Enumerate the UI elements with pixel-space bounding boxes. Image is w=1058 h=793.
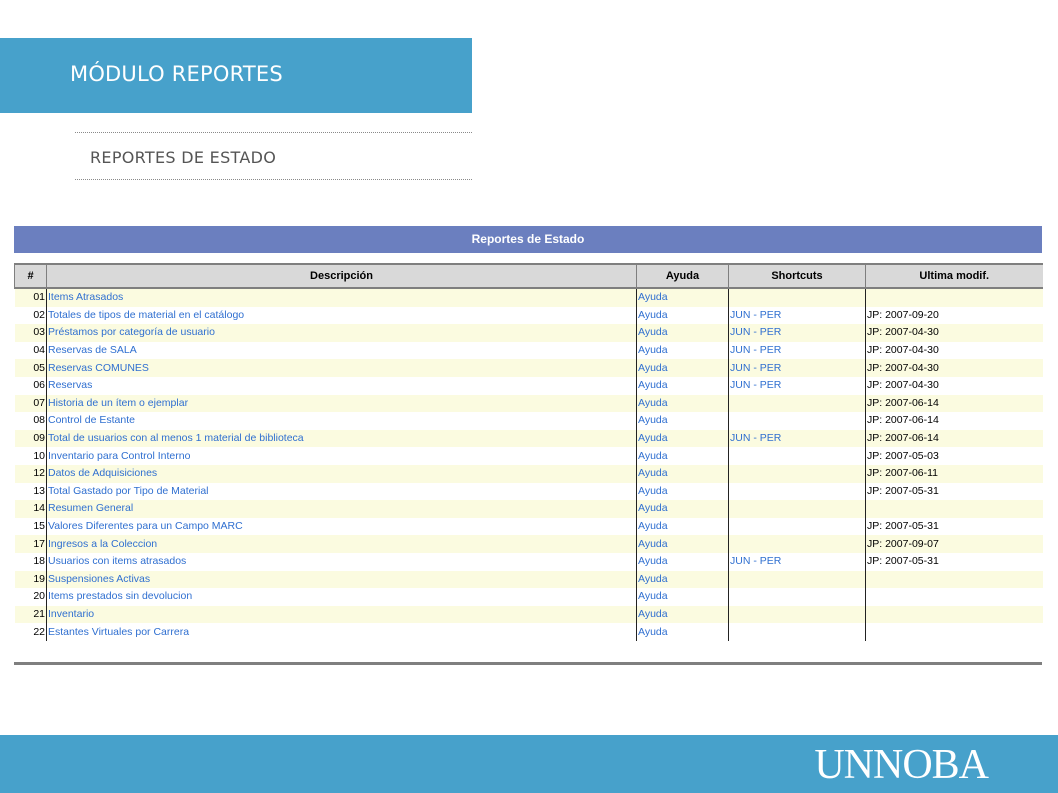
last-modified: JP: 2007-05-31 bbox=[866, 553, 1043, 571]
last-modified bbox=[866, 588, 1043, 606]
report-link[interactable]: Reservas COMUNES bbox=[47, 359, 637, 377]
column-header-last-modified: Ultima modif. bbox=[866, 264, 1043, 288]
report-number: 14 bbox=[15, 500, 47, 518]
report-number: 20 bbox=[15, 588, 47, 606]
report-link[interactable]: Reservas bbox=[47, 377, 637, 395]
shortcut-link bbox=[729, 447, 866, 465]
title-bar bbox=[0, 38, 472, 113]
help-link[interactable]: Ayuda bbox=[637, 606, 729, 624]
report-number: 12 bbox=[15, 465, 47, 483]
report-link[interactable]: Control de Estante bbox=[47, 412, 637, 430]
last-modified: JP: 2007-05-31 bbox=[866, 518, 1043, 536]
table-row bbox=[15, 395, 1043, 413]
shortcut-link bbox=[729, 412, 866, 430]
report-number: 07 bbox=[15, 395, 47, 413]
shortcut-link[interactable]: JUN - PER bbox=[729, 307, 866, 325]
report-link[interactable]: Estantes Virtuales por Carrera bbox=[47, 623, 637, 641]
shortcut-link bbox=[729, 606, 866, 624]
report-link[interactable]: Items prestados sin devolucion bbox=[47, 588, 637, 606]
report-link[interactable]: Inventario para Control Interno bbox=[47, 447, 637, 465]
table-row bbox=[15, 588, 1043, 606]
report-link[interactable]: Ingresos a la Coleccion bbox=[47, 535, 637, 553]
report-number: 04 bbox=[15, 342, 47, 360]
last-modified: JP: 2007-06-11 bbox=[866, 465, 1043, 483]
report-link[interactable]: Total de usuarios con al menos 1 material de biblioteca bbox=[47, 430, 637, 448]
shortcut-link bbox=[729, 288, 866, 307]
help-link[interactable]: Ayuda bbox=[637, 447, 729, 465]
table-header-row bbox=[15, 264, 1043, 288]
table-row bbox=[15, 447, 1043, 465]
last-modified: JP: 2007-04-30 bbox=[866, 342, 1043, 360]
shortcut-link[interactable]: JUN - PER bbox=[729, 553, 866, 571]
shortcut-link bbox=[729, 623, 866, 641]
table-row bbox=[15, 412, 1043, 430]
column-header-num: # bbox=[15, 264, 47, 288]
help-link[interactable]: Ayuda bbox=[637, 500, 729, 518]
help-link[interactable]: Ayuda bbox=[637, 359, 729, 377]
page-title: MÓDULO REPORTES bbox=[70, 62, 283, 86]
report-link[interactable]: Historia de un ítem o ejemplar bbox=[47, 395, 637, 413]
table-bottom-border bbox=[14, 662, 1042, 665]
reports-table bbox=[14, 263, 1043, 641]
table-row bbox=[15, 359, 1043, 377]
last-modified: JP: 2007-05-31 bbox=[866, 483, 1043, 501]
report-number: 02 bbox=[15, 307, 47, 325]
report-number: 01 bbox=[15, 288, 47, 307]
report-link[interactable]: Totales de tipos de material en el catálogo bbox=[47, 307, 637, 325]
report-number: 13 bbox=[15, 483, 47, 501]
help-link[interactable]: Ayuda bbox=[637, 465, 729, 483]
report-number: 17 bbox=[15, 535, 47, 553]
column-header-shortcuts: Shortcuts bbox=[729, 264, 866, 288]
help-link[interactable]: Ayuda bbox=[637, 553, 729, 571]
table-row bbox=[15, 324, 1043, 342]
report-title: Reportes de Estado bbox=[14, 226, 1042, 253]
table-row bbox=[15, 307, 1043, 325]
table-row bbox=[15, 553, 1043, 571]
last-modified: JP: 2007-09-20 bbox=[866, 307, 1043, 325]
table-row bbox=[15, 288, 1043, 307]
unnoba-logo: UNNOBA bbox=[814, 742, 988, 788]
table-row bbox=[15, 535, 1043, 553]
shortcut-link[interactable]: JUN - PER bbox=[729, 430, 866, 448]
help-link[interactable]: Ayuda bbox=[637, 307, 729, 325]
shortcut-link[interactable]: JUN - PER bbox=[729, 342, 866, 360]
shortcut-link[interactable]: JUN - PER bbox=[729, 324, 866, 342]
table-row bbox=[15, 518, 1043, 536]
shortcut-link bbox=[729, 465, 866, 483]
help-link[interactable]: Ayuda bbox=[637, 395, 729, 413]
last-modified: JP: 2007-04-30 bbox=[866, 359, 1043, 377]
page-subtitle: REPORTES DE ESTADO bbox=[90, 148, 277, 167]
report-link[interactable]: Préstamos por categoría de usuario bbox=[47, 324, 637, 342]
help-link[interactable]: Ayuda bbox=[637, 483, 729, 501]
help-link[interactable]: Ayuda bbox=[637, 342, 729, 360]
shortcut-link bbox=[729, 588, 866, 606]
table-row bbox=[15, 571, 1043, 589]
table-row bbox=[15, 623, 1043, 641]
shortcut-link bbox=[729, 500, 866, 518]
help-link[interactable]: Ayuda bbox=[637, 324, 729, 342]
help-link[interactable]: Ayuda bbox=[637, 535, 729, 553]
last-modified: JP: 2007-06-14 bbox=[866, 395, 1043, 413]
last-modified: JP: 2007-04-30 bbox=[866, 324, 1043, 342]
table-row bbox=[15, 606, 1043, 624]
report-link[interactable]: Inventario bbox=[47, 606, 637, 624]
report-number: 10 bbox=[15, 447, 47, 465]
last-modified bbox=[866, 500, 1043, 518]
report-number: 21 bbox=[15, 606, 47, 624]
help-link[interactable]: Ayuda bbox=[637, 588, 729, 606]
report-link[interactable]: Valores Diferentes para un Campo MARC bbox=[47, 518, 637, 536]
shortcut-link bbox=[729, 571, 866, 589]
help-link[interactable]: Ayuda bbox=[637, 412, 729, 430]
last-modified: JP: 2007-05-03 bbox=[866, 447, 1043, 465]
help-link[interactable]: Ayuda bbox=[637, 288, 729, 307]
report-link[interactable]: Items Atrasados bbox=[47, 288, 637, 307]
column-header-help: Ayuda bbox=[637, 264, 729, 288]
table-row bbox=[15, 465, 1043, 483]
report-number: 08 bbox=[15, 412, 47, 430]
report-number: 06 bbox=[15, 377, 47, 395]
last-modified bbox=[866, 288, 1043, 307]
subtitle-bar bbox=[75, 132, 472, 180]
report-number: 18 bbox=[15, 553, 47, 571]
table-row bbox=[15, 483, 1043, 501]
last-modified bbox=[866, 571, 1043, 589]
report-number: 22 bbox=[15, 623, 47, 641]
help-link[interactable]: Ayuda bbox=[637, 430, 729, 448]
report-number: 09 bbox=[15, 430, 47, 448]
last-modified: JP: 2007-06-14 bbox=[866, 412, 1043, 430]
report-link[interactable]: Resumen General bbox=[47, 500, 637, 518]
report-number: 03 bbox=[15, 324, 47, 342]
table-row bbox=[15, 500, 1043, 518]
report-number: 05 bbox=[15, 359, 47, 377]
table-row bbox=[15, 342, 1043, 360]
help-link[interactable]: Ayuda bbox=[637, 623, 729, 641]
last-modified bbox=[866, 606, 1043, 624]
last-modified: JP: 2007-06-14 bbox=[866, 430, 1043, 448]
help-link[interactable]: Ayuda bbox=[637, 377, 729, 395]
shortcut-link[interactable]: JUN - PER bbox=[729, 359, 866, 377]
shortcut-link bbox=[729, 395, 866, 413]
shortcut-link bbox=[729, 483, 866, 501]
help-link[interactable]: Ayuda bbox=[637, 571, 729, 589]
shortcut-link bbox=[729, 518, 866, 536]
table-row bbox=[15, 430, 1043, 448]
report-number: 15 bbox=[15, 518, 47, 536]
shortcut-link[interactable]: JUN - PER bbox=[729, 377, 866, 395]
last-modified: JP: 2007-09-07 bbox=[866, 535, 1043, 553]
report-link[interactable]: Datos de Adquisiciones bbox=[47, 465, 637, 483]
footer-bar bbox=[0, 735, 1058, 793]
report-link[interactable]: Reservas de SALA bbox=[47, 342, 637, 360]
report-link[interactable]: Usuarios con items atrasados bbox=[47, 553, 637, 571]
report-link[interactable]: Total Gastado por Tipo de Material bbox=[47, 483, 637, 501]
last-modified: JP: 2007-04-30 bbox=[866, 377, 1043, 395]
column-header-description: Descripción bbox=[47, 264, 637, 288]
last-modified bbox=[866, 623, 1043, 641]
shortcut-link bbox=[729, 535, 866, 553]
help-link[interactable]: Ayuda bbox=[637, 518, 729, 536]
report-number: 19 bbox=[15, 571, 47, 589]
table-row bbox=[15, 377, 1043, 395]
report-link[interactable]: Suspensiones Activas bbox=[47, 571, 637, 589]
